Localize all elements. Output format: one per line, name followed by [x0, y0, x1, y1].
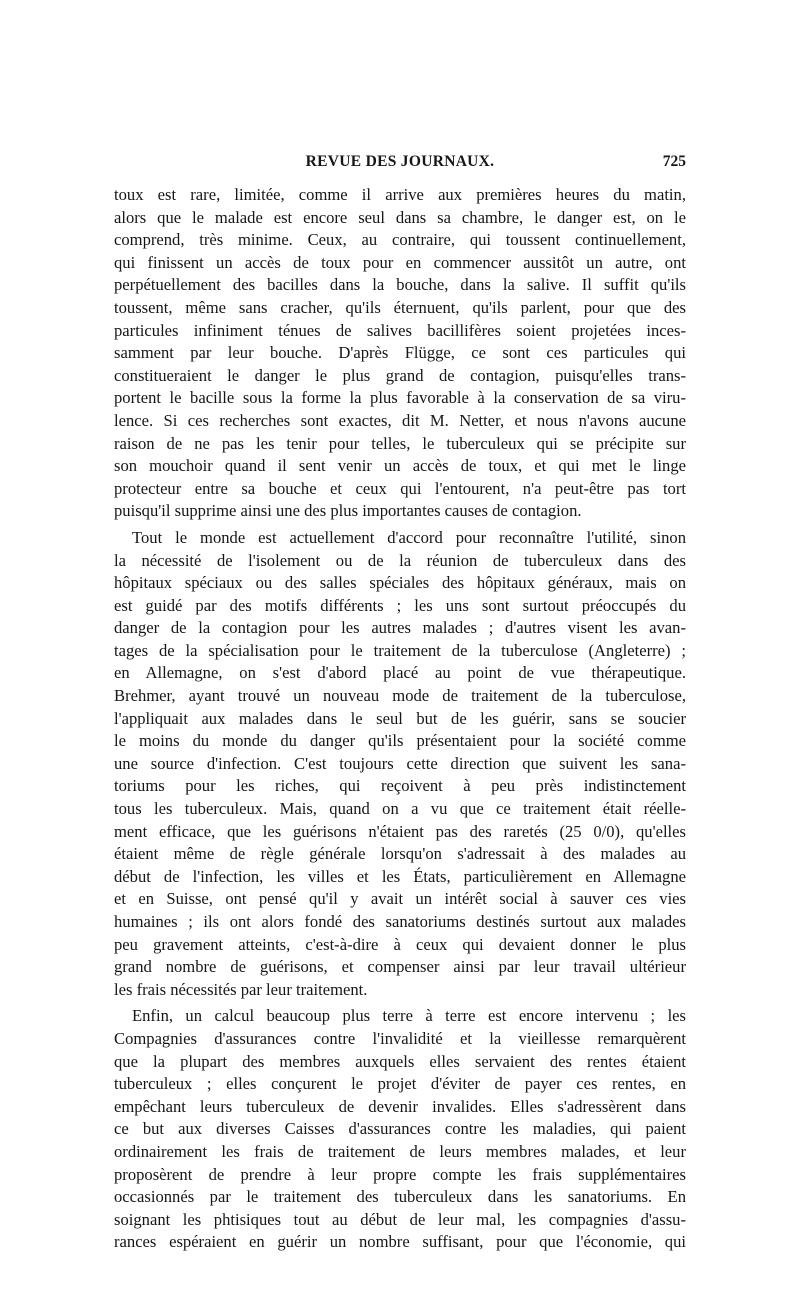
body-text: [114, 184, 686, 1254]
text-line: début de l'infection, les villes et les États, particulièrement en Allemagne: [114, 866, 686, 886]
text-line: tous les tuberculeux. Mais, quand on a vu que ce traitement était réelle-: [114, 799, 686, 819]
text-line: alors que le malade est encore seul dans sa chambre, le danger est, on le: [114, 207, 686, 227]
text-line: empêchant leurs tuberculeux de devenir invalides. Elles s'adressèrent dans: [114, 1096, 686, 1116]
text-line: particules infiniment ténues de salives bacillifères soient projetées inces-: [114, 320, 686, 340]
text-line: la nécessité de l'isolement ou de la réunion de tuberculeux dans des: [114, 550, 686, 570]
text-line: Brehmer, ayant trouvé un nouveau mode de traitement de la tuberculose,: [114, 686, 686, 706]
text-line: toussent, même sans cracher, qu'ils éternuent, qu'ils parlent, pour que des: [114, 297, 686, 317]
text-line: samment par leur bouche. D'après Flügge, ce sont ces particules qui: [114, 343, 686, 363]
text-line: ordinairement les frais de traitement de leurs membres malades, et leur: [114, 1141, 686, 1161]
paragraph-3: [114, 1005, 686, 1254]
text-line: grand nombre de guérisons, et compenser ainsi par leur travail ultérieur: [114, 957, 686, 977]
text-line: danger de la contagion pour les autres malades ; d'autres visent les avan-: [114, 618, 686, 638]
text-line: Enfin, un calcul beaucoup plus terre à terre est encore intervenu ; les: [132, 1006, 686, 1026]
text-line: perpétuellement des bacilles dans la bouche, dans la salive. Il suffit qu'ils: [114, 275, 686, 295]
paragraph-1: [114, 184, 686, 523]
text-line: portent le bacille sous la forme la plus favorable à la conservation de sa viru-: [114, 388, 686, 408]
text-line: et en Suisse, ont pensé qu'il y avait un intérêt social à sauver ces vies: [114, 889, 686, 909]
text-line: ce but aux diverses Caisses d'assurances contre les maladies, qui paient: [114, 1119, 686, 1139]
text-line: toux est rare, limitée, comme il arrive aux premières heures du matin,: [114, 185, 686, 204]
running-head: [114, 153, 686, 177]
text-line: le moins du monde du danger qu'ils présentaient pour la société comme: [114, 731, 686, 751]
page-number: 725: [662, 153, 686, 170]
text-line: hôpitaux spéciaux ou des salles spéciales des hôpitaux généraux, mais on: [114, 573, 686, 593]
paragraph-2: [114, 527, 686, 1001]
text-line: qui finissent un accès de toux pour en commencer aussitôt un autre, ont: [114, 252, 686, 272]
text-line: son mouchoir quand il sent venir un accès de toux, et qui met le linge: [114, 456, 686, 476]
text-line: Tout le monde est actuellement d'accord pour reconnaître l'utilité, sinon: [132, 527, 686, 547]
text-line: toriums pour les riches, qui reçoivent à peu près indistinctement: [114, 776, 686, 796]
text-line: ment efficace, que les guérisons n'étaient pas des raretés (25 0/0), qu'elles: [114, 821, 686, 841]
text-line: que la plupart des membres auxquels elles servaient des rentes étaient: [114, 1051, 686, 1071]
text-line: Compagnies d'assurances contre l'invalidité et la vieillesse remarquèrent: [114, 1028, 686, 1048]
text-line: protecteur entre sa bouche et ceux qui l'entourent, n'a peut-être pas tort: [114, 478, 686, 498]
text-line: une source d'infection. C'est toujours cette direction que suivent les sana-: [114, 753, 686, 773]
text-line: occasionnés par le traitement des tuberculeux dans les sanatoriums. En: [114, 1187, 686, 1207]
text-line: en Allemagne, on s'est d'abord placé au point de vue thérapeutique.: [114, 663, 686, 683]
text-line: rances espéraient en guérir un nombre suffisant, pour que l'économie, qui: [114, 1232, 686, 1252]
text-line: tages de la spécialisation pour le traitement de la tuberculose (Angleterre) ;: [114, 640, 686, 660]
text-line: humaines ; ils ont alors fondé des sanatoriums destinés surtout aux malades: [114, 912, 686, 931]
text-line: les frais nécessités par leur traitement.: [114, 979, 368, 999]
text-line: peu gravement atteints, c'est-à-dire à ceux qui devaient donner le plus: [114, 934, 686, 954]
text-line: étaient même de règle générale lorsqu'on s'adressait à des malades au: [114, 844, 686, 864]
text-line: l'appliquait aux malades dans le seul but de les guérir, sans se soucier: [114, 708, 686, 728]
text-line: lence. Si ces recherches sont exactes, dit M. Netter, et nous n'avons aucune: [114, 410, 686, 430]
text-line: raison de ne pas les tenir pour telles, le tuberculeux qui se précipite sur: [114, 433, 686, 453]
running-title: REVUE DES JOURNAUX.: [305, 153, 495, 170]
text-line: est guidé par des motifs différents ; les uns sont surtout préoccupés du: [114, 595, 686, 615]
text-line: comprend, très minime. Ceux, au contraire, qui toussent continuellement,: [114, 230, 686, 250]
text-line: puisqu'il supprime ainsi une des plus importantes causes de contagion.: [114, 501, 582, 521]
text-line: constitueraient le danger le plus grand de contagion, puisqu'elles trans-: [114, 365, 686, 385]
text-line: proposèrent de prendre à leur propre compte les frais supplémentaires: [114, 1164, 686, 1184]
text-line: tuberculeux ; elles conçurent le projet d'éviter de payer ces rentes, en: [114, 1074, 686, 1094]
text-line: soignant les phtisiques tout au début de leur mal, les compagnies d'assu-: [114, 1209, 686, 1229]
